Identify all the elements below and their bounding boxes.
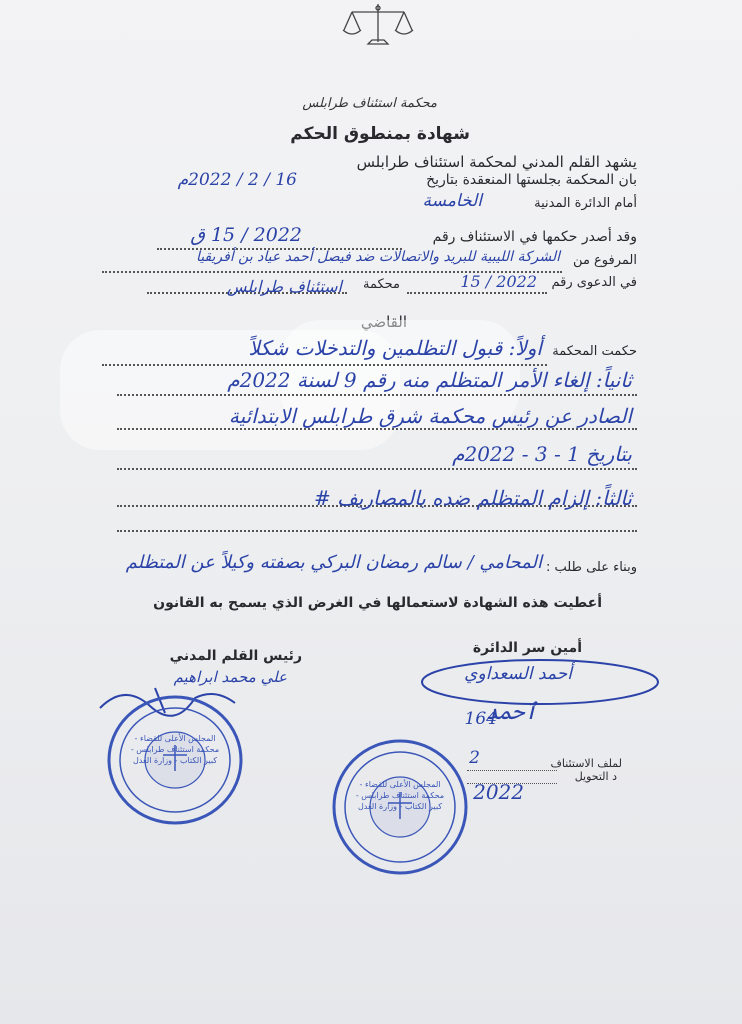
delivery-value: 2022 <box>473 780 524 804</box>
case-number: 2022 / 15 <box>460 272 537 291</box>
session-date: 16 / 2 / 2022م <box>177 170 297 190</box>
secretary-number: 164 <box>464 709 497 729</box>
file-number: 2 <box>469 748 480 768</box>
appellant-label: المرفوع من <box>573 253 637 268</box>
ruling-line-2: ثانياً: إلغاء الأمر المتظلم منه رقم 9 لسنة 2022م <box>227 368 632 392</box>
appeal-number-label: وقد أصدر حكمها في الاستئناف رقم <box>432 229 637 245</box>
court-stamp-left <box>105 693 245 828</box>
delivery-label: د التحويل <box>574 770 617 783</box>
request-label: وبناء على طلب : <box>546 560 637 575</box>
appellant-value: الشركة الليبية للبريد والاتصالات ضد فيصل أحمد عياد بن أفريقيا <box>195 249 560 265</box>
ruling-line-1: أولاً: قبول التظلمين والتدخلات شكلاً <box>248 336 542 360</box>
secretary-label: أمين سر الدائرة <box>472 640 582 656</box>
ruling-line-3: الصادر عن رئيس محكمة شرق طرابلس الابتدائية <box>228 404 632 428</box>
scales-of-justice-icon <box>338 0 418 54</box>
court-name-handwritten: محكمة استئناف طرابلس <box>302 96 437 111</box>
session-line-label: بان المحكمة بجلستها المنعقدة بتاريخ <box>426 172 637 188</box>
ruling-line-4: بتاريخ 1 - 3 - 2022م <box>452 442 632 466</box>
case-number-label: في الدعوى رقم <box>551 275 637 290</box>
secretary-name: أحمد السعداوي <box>464 664 572 684</box>
circuit-label: أمام الدائرة المدنية <box>534 196 637 211</box>
court-stamp-right <box>330 737 470 877</box>
file-label: لملف الاستئناف <box>550 757 622 770</box>
clerk-name: علي محمد ابراهيم <box>173 668 287 686</box>
secretary-signature-oval <box>415 652 665 716</box>
court-label: محكمة <box>362 277 400 292</box>
secretary-signature-icon: ٱحمد <box>485 700 537 725</box>
ruling-line-5: ثالثاً: إلزام المتظلم ضده بالمصاريف # <box>313 486 632 510</box>
circuit-value: الخامسة <box>422 191 482 211</box>
stamp-left-text: المجلس الأعلى للقضاء - محكمة استئناف طرابلس - كبير الكتاب - وزارة العدل <box>130 734 220 765</box>
page-title: شهادة بمنطوق الحكم <box>290 124 470 144</box>
stamp-right-text: المجلس الأعلى للقضاء - محكمة استئناف طرابلس - كبير الكتاب - وزارة العدل <box>355 780 445 811</box>
closing-statement: أعطيت هذه الشهادة لاستعمالها في الغرض الذي يسمح به القانون <box>153 595 602 611</box>
appeal-number: 2022 / 15 ق <box>190 224 302 246</box>
court-value: استئناف طرابلس <box>226 277 342 296</box>
certify-line: يشهد القلم المدني لمحكمة استئناف طرابلس <box>356 153 637 171</box>
requester: المحامي / سالم رمضان البركي بصفته وكيلاً عن المتظلم <box>125 552 542 573</box>
clerk-label: رئيس القلم المدني <box>169 648 302 664</box>
ruling-label: حكمت المحكمة <box>552 344 637 359</box>
judge-heading: القاضي <box>360 313 407 331</box>
